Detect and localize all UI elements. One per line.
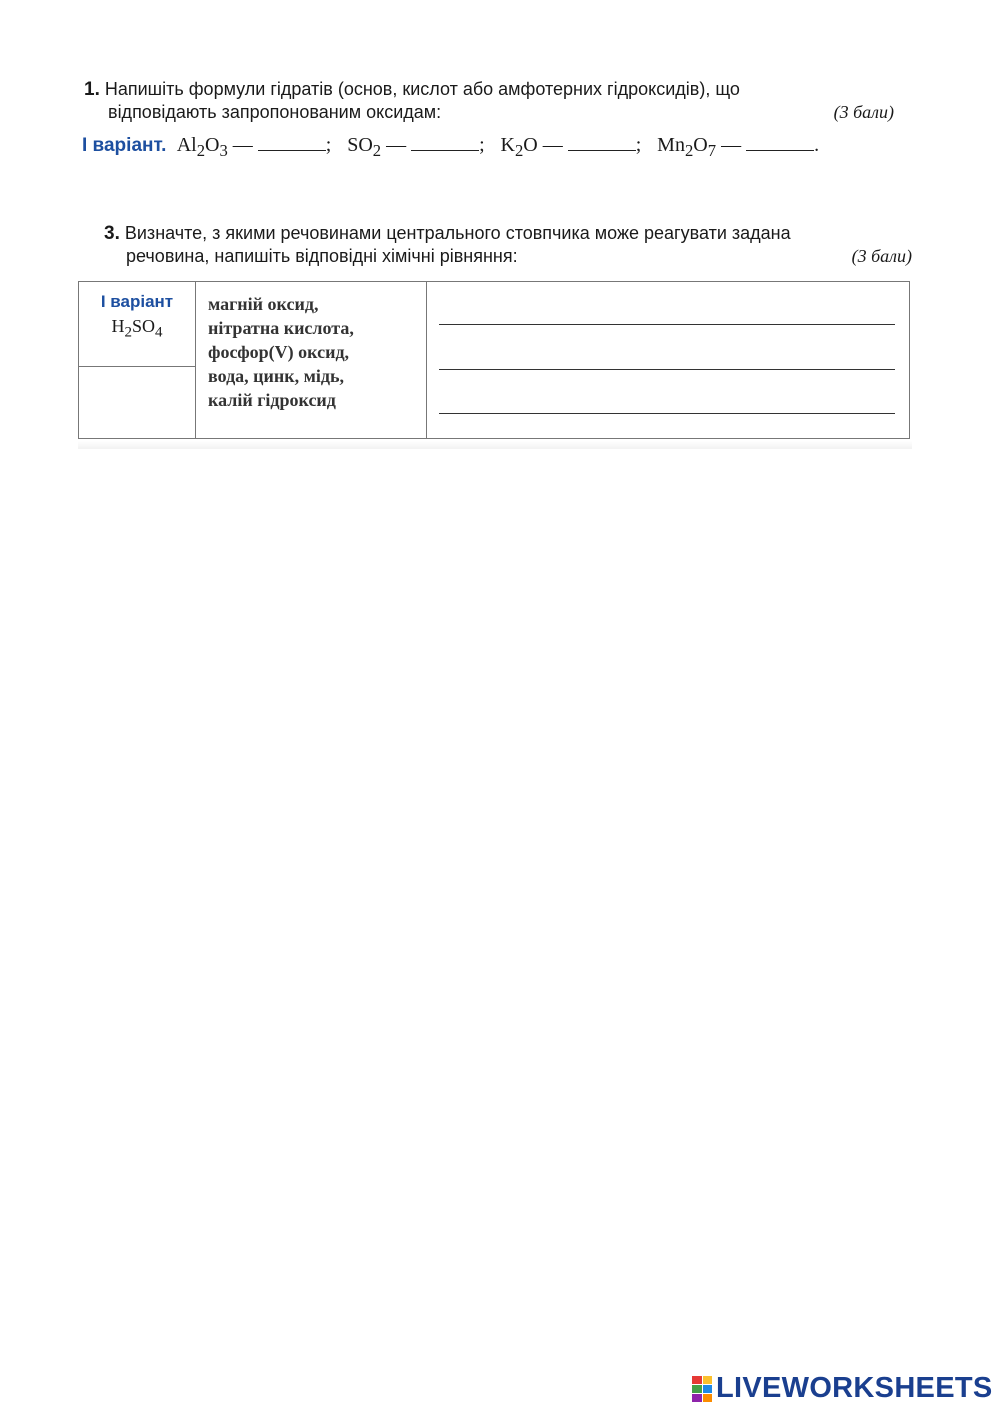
equation-line-2[interactable]	[439, 369, 895, 370]
task-3-line-2	[104, 245, 912, 268]
empty-variant-cell	[79, 367, 196, 439]
substance-h2so4: $H_2SO_4$	[111, 316, 163, 341]
task-3	[104, 222, 912, 268]
oxide-al2o3: $Al_2O_3$ —	[176, 134, 253, 160]
answer-blank-1[interactable]	[258, 136, 326, 151]
equation-line-3[interactable]	[439, 413, 895, 414]
task-1-points: (3 бали)	[833, 102, 894, 122]
variant-cell	[79, 282, 196, 367]
oxide-mn2o7: $Mn_2O_7$ —	[657, 134, 742, 160]
task-3-variant-label: І варіант	[100, 292, 174, 311]
reagent-item: вода, цинк, мідь,	[208, 366, 345, 386]
reagent-item: магній оксид,	[208, 294, 319, 314]
equations-cell	[427, 282, 910, 439]
reagent-item: калій гідроксид	[208, 390, 336, 410]
task-3-number: 3.	[104, 223, 120, 244]
task-1-line-2	[84, 101, 894, 123]
answer-blank-3[interactable]	[568, 136, 636, 151]
oxide-so2: $SO_2$ —	[347, 134, 407, 160]
task-1-number: 1.	[84, 79, 100, 100]
page-cut-edge	[78, 441, 912, 449]
logo-icon	[692, 1376, 712, 1402]
answer-blank-2[interactable]	[411, 136, 479, 151]
task-3-text-1: Визначте, з якими речовинами центрального стовпчика може реагувати задана	[124, 223, 791, 243]
oxide-k2o: $K_2O$ —	[500, 134, 563, 160]
reagents-cell	[196, 282, 427, 439]
task-1-text-2: відповідають запропонованим оксидам:	[108, 102, 442, 122]
task-1	[84, 78, 894, 123]
task-3-text-2: речовина, напишіть відповідні хімічні рівняння:	[126, 246, 518, 266]
reagent-item: нітратна кислота,	[208, 318, 354, 338]
task-3-line-1	[104, 222, 912, 245]
reaction-table	[78, 281, 910, 439]
task-1-variant-row: І варіант. $Al_2O_3$ — ; $SO_2$ — ; $K_2O$ — ; $Mn_2O_7$ — .	[82, 134, 820, 160]
reagent-item: фосфор(V) оксид,	[208, 342, 350, 362]
task-1-variant-label: І варіант.	[82, 135, 167, 156]
task-1-text-1: Напишіть формули гідратів (основ, кислот або амфотерних гідроксидів), що	[104, 79, 740, 99]
task-1-line-1	[84, 78, 894, 101]
answer-blank-4[interactable]	[746, 136, 814, 151]
task-3-points: (3 бали)	[851, 246, 912, 266]
logo-wordmark: LIVEWORKSHEETS	[716, 1372, 993, 1404]
equation-line-1[interactable]	[439, 324, 895, 325]
liveworksheets-logo	[692, 1372, 993, 1405]
